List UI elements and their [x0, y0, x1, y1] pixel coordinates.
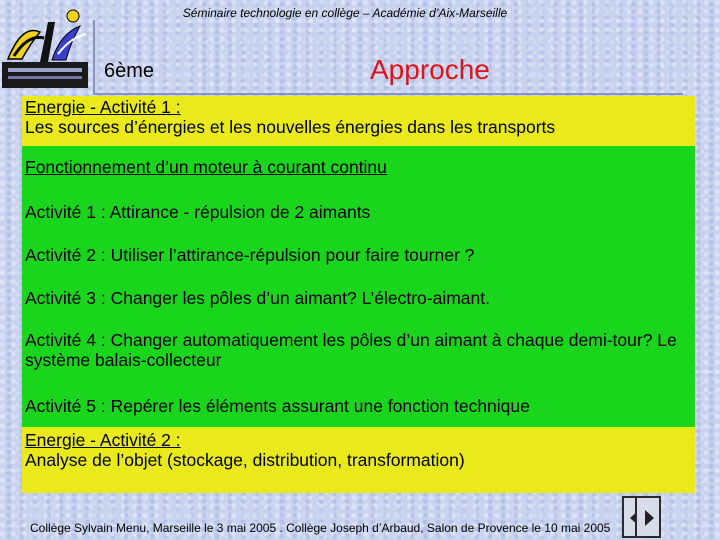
motor-item-1: Activité 1 : Attirance - répulsion de 2 aimants [25, 202, 371, 222]
motor-panel [22, 146, 695, 428]
next-slide-button[interactable] [635, 496, 661, 538]
footer-text: Collège Sylvain Menu, Marseille le 3 mai 2005 . Collège Joseph d’Arbaud, Salon de Provence le 10 mai 2005 [30, 521, 611, 535]
activity1-subtitle: Les sources d’énergies et les nouvelles énergies dans les transports [25, 117, 556, 137]
header-text: Séminaire technologie en collège – Académie d’Aix-Marseille [182, 6, 508, 20]
motor-item-3: Activité 3 : Changer les pôles d’un aimant? L’électro-aimant. [25, 288, 490, 308]
slide-title: Approche [370, 54, 490, 85]
activity1-heading: Energie - Activité 1 : [25, 97, 181, 117]
divider-vertical [93, 20, 95, 95]
activity2-panel [22, 427, 695, 493]
activity2-heading: Energie - Activité 2 : [25, 430, 181, 450]
academy-logo [0, 4, 90, 90]
motor-item-2: Activité 2 : Utiliser l’attirance-répulsion pour faire tourner ? [25, 245, 475, 265]
motor-item-5: Activité 5 : Repérer les éléments assurant une fonction technique [25, 396, 530, 416]
activity2-subtitle: Analyse de l’objet (stockage, distribution, transformation) [25, 450, 465, 470]
level-label: 6ème [104, 60, 155, 82]
motor-heading: Fonctionnement d’un moteur à courant continu [25, 157, 387, 177]
activity1-panel [22, 96, 695, 146]
arrow-right-icon [645, 510, 654, 526]
motor-item-4: Activité 4 : Changer automatiquement les pôles d’un aimant à chaque demi-tour? Le système balais-collecteur [25, 330, 677, 370]
slide-header [0, 0, 720, 24]
divider-horizontal [93, 93, 683, 95]
